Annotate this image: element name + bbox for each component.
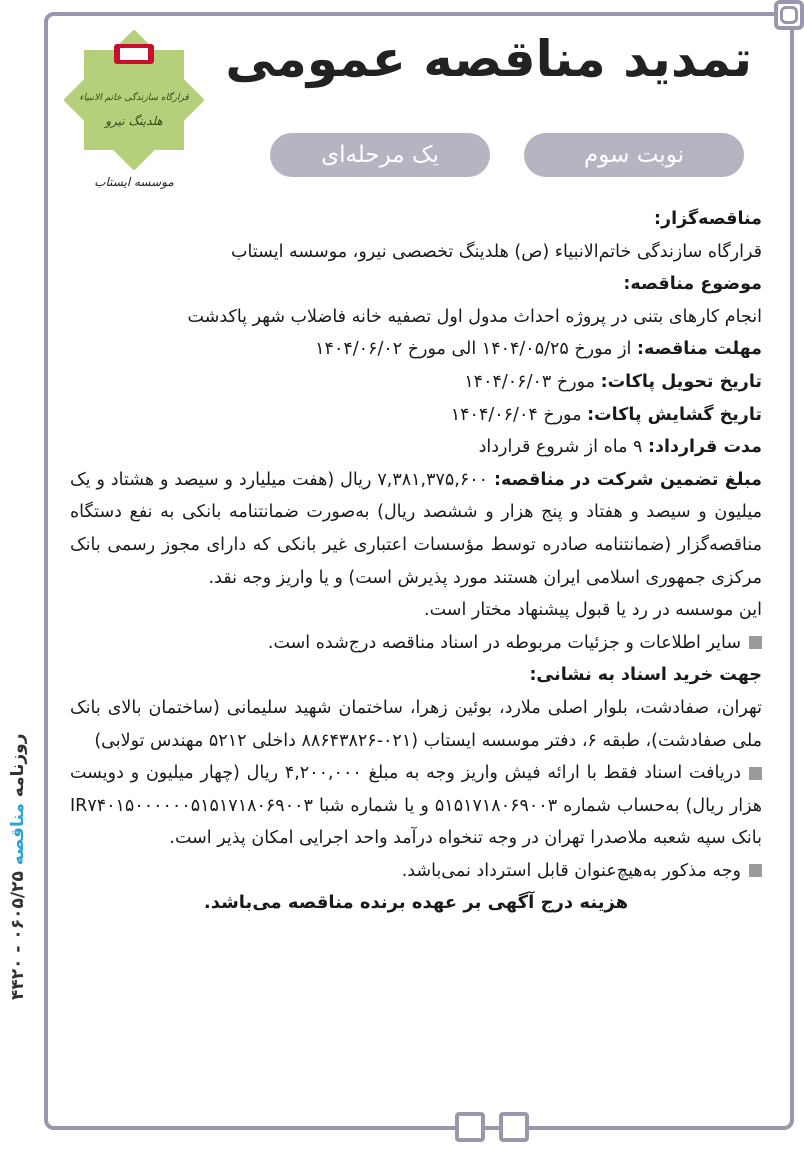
logo-line-2: هلدینگ نیرو bbox=[105, 114, 163, 128]
delivery-row bbox=[70, 366, 762, 399]
round-badge: نوبت سوم bbox=[524, 133, 744, 177]
other-info-row bbox=[70, 627, 762, 660]
address-label: جهت خرید اسناد به نشانی: bbox=[529, 665, 762, 686]
subject-label: موضوع مناقصه: bbox=[623, 274, 762, 295]
deadline-label: مهلت مناقصه: bbox=[636, 339, 762, 360]
guarantee-value: ۷,۳۸۱,۳۷۵,۶۰۰ ریال (هفت میلیارد و سیصد و هشتاد و یک میلیون و سیصد و هفتاد و پنج هزار و ششصد ریال) به‌صورت ضمانتنامه بانکی به نفع دستگاه مناقصه‌گزار (ضمانتنامه صادره توسط مؤسسات اعتباری غیر بانکی که دارای مجوز رسمی بانک مرکزی جمهوری اسلامی ایران هستند مورد پذیرش است) و یا واریز وجه نقد. bbox=[70, 469, 762, 588]
page-title: تمدید مناقصه عمومی bbox=[225, 30, 752, 88]
nonrefund-text: وجه مذکور به‌هیچ‌عنوان قابل استرداد نمی‌باشد. bbox=[401, 860, 741, 881]
other-info-text: سایر اطلاعات و جزئیات مربوطه در اسناد مناقصه درج‌شده است. bbox=[267, 632, 741, 653]
payment-text: دریافت اسناد فقط با ارائه فیش واریز وجه به مبلغ ۴,۲۰۰,۰۰۰ ریال (چهار میلیون و دویست هزار ریال) به‌حساب شماره ۵۱۵۱۷۱۸۰۶۹۰۰۳ و یا شماره شبا IR۷۴۰۱۵۰۰۰۰۰۰۵۱۵۱۷۱۸۰۶۹۰۰۳ بانک سپه شعبه ملاصدرا تهران در وجه تنخواه درآمد واحد اجرایی امکان پذیر است. bbox=[70, 763, 762, 849]
newspaper-name: مناقصه bbox=[8, 803, 28, 866]
guarantee-label: مبلغ تضمین شرکت در مناقصه: bbox=[494, 469, 762, 490]
logo-caption: موسسه ایستاب bbox=[94, 175, 174, 189]
opening-label: تاریخ گشایش پاکات: bbox=[587, 404, 762, 425]
tenderer-label: مناقصه‌گزار: bbox=[654, 209, 762, 229]
duration-row bbox=[70, 431, 762, 464]
delivery-label: تاریخ تحویل پاکات: bbox=[600, 371, 762, 392]
announcement-body bbox=[70, 203, 762, 920]
payment-row bbox=[70, 757, 762, 855]
opening-value: مورخ ۱۴۰۴/۰۶/۰۴ bbox=[450, 404, 582, 425]
newspaper-word: روزنامه bbox=[8, 733, 28, 798]
tenderer-value: قرارگاه سازندگی خاتم‌الانبیاء (ص) هلدینگ تخصصی نیرو، موسسه ایستاب bbox=[231, 241, 762, 262]
square-bullet-icon bbox=[749, 864, 762, 877]
address-value: تهران، صفادشت، بلوار اصلی ملارد، بوئین زهرا، ساختمان شهید سلیمانی (ساختمان بالای بانک ملی صفادشت)، طبقه ۶، دفتر موسسه ایستاب (۰۲۱-۸۸۶۴۳۸۲۶ داخلی ۵۲۱۲ مهندس تولابی) bbox=[70, 697, 762, 751]
stage-badge: یک مرحله‌ای bbox=[270, 133, 490, 177]
subject-value: انجام کارهای بتنی در پروژه احداث مدول اول تصفیه خانه فاضلاب شهر پاکدشت bbox=[187, 306, 762, 327]
footer-note: هزینه درج آگهی بر عهده برنده مناقصه می‌باشد. bbox=[203, 892, 629, 914]
square-bullet-icon bbox=[749, 636, 762, 649]
deadline-row bbox=[70, 333, 762, 366]
bottom-decoration-right bbox=[499, 1112, 529, 1142]
organization-logo bbox=[64, 30, 204, 170]
duration-label: مدت قرارداد: bbox=[648, 437, 762, 458]
rights-text: این موسسه در رد یا قبول پیشنهاد مختار است. bbox=[424, 600, 762, 621]
bottom-decoration-left bbox=[455, 1112, 485, 1142]
opening-row bbox=[70, 399, 762, 432]
delivery-value: مورخ ۱۴۰۴/۰۶/۰۳ bbox=[464, 371, 596, 392]
corner-decoration-inner bbox=[780, 6, 798, 24]
deadline-value: از مورخ ۱۴۰۴/۰۵/۲۵ الی مورخ ۱۴۰۴/۰۶/۰۲ bbox=[315, 339, 632, 360]
newspaper-side-label bbox=[8, 733, 28, 1000]
issue-reference: ۰۶۰۵/۲۵ - ۴۴۲۰ bbox=[8, 871, 28, 1000]
square-bullet-icon bbox=[749, 767, 762, 780]
logo-line-1: قرارگاه سازندگی خاتم الانبیاء bbox=[79, 93, 189, 103]
guarantee-row bbox=[70, 464, 762, 594]
nonrefund-row bbox=[70, 855, 762, 888]
duration-value: ۹ ماه از شروع قرارداد bbox=[478, 437, 643, 458]
